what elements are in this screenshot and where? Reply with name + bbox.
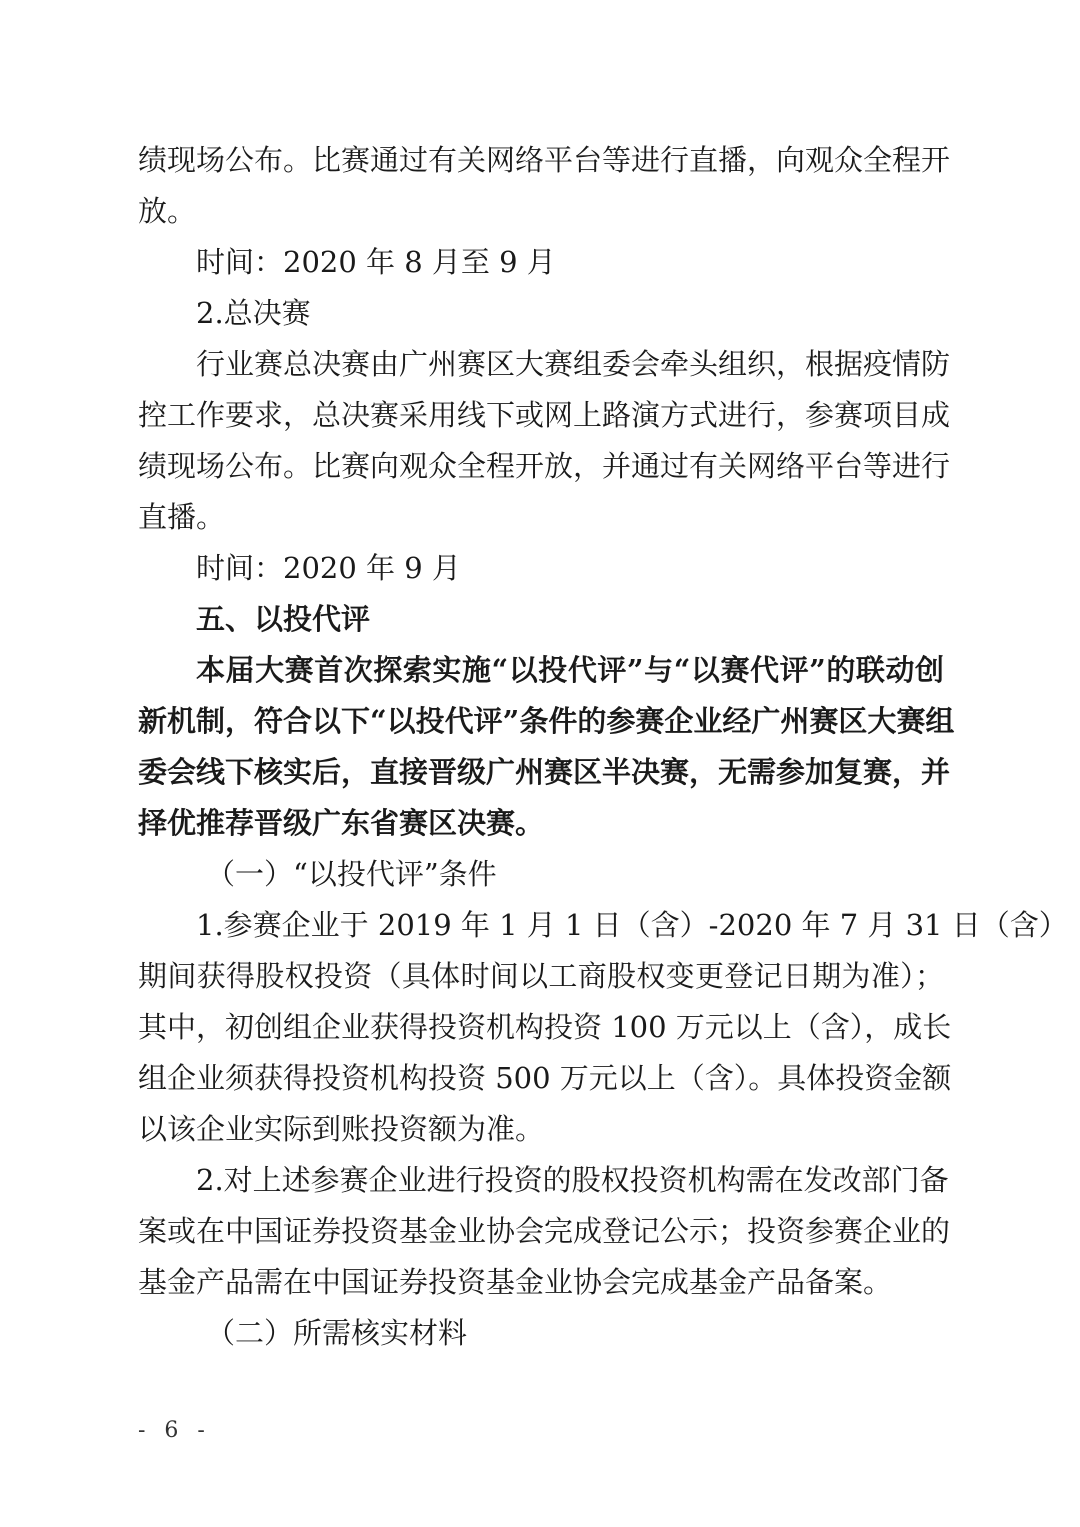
text-line: （一）“以投代评”条件: [206, 857, 497, 891]
text-line: 案或在中国证券投资基金业协会完成登记公示；投资参赛企业的: [138, 1214, 951, 1248]
text-line: 绩现场公布。比赛通过有关网络平台等进行直播，向观众全程开: [138, 143, 951, 177]
text-line: 绩现场公布。比赛向观众全程开放，并通过有关网络平台等进行: [138, 449, 951, 483]
document-body: [138, 135, 1068, 1359]
text-line: 择优推荐晋级广东省赛区决赛。: [138, 806, 545, 840]
paragraph: [138, 288, 944, 339]
text-line: 时间：2020 年 8 月至 9 月: [196, 245, 556, 279]
text-line: 新机制，符合以下“以投代评”条件的参赛企业经广州赛区大赛组: [138, 704, 955, 738]
paragraph: [138, 594, 944, 645]
text-line: 委会线下核实后，直接晋级广州赛区半决赛，无需参加复赛，并: [138, 755, 951, 789]
text-line: 以该企业实际到账投资额为准。: [138, 1112, 545, 1146]
text-line: 五、以投代评: [196, 602, 371, 636]
text-line: 2.总决赛: [196, 296, 311, 330]
paragraph: [138, 237, 944, 288]
text-line: 其中，初创组企业获得投资机构投资 100 万元以上（含），成长: [138, 1010, 952, 1044]
text-line: 放。: [138, 194, 197, 228]
text-line: （二）所需核实材料: [206, 1316, 468, 1350]
paragraph: [138, 645, 955, 849]
text-line: 时间：2020 年 9 月: [196, 551, 461, 585]
page-number: - 6 -: [138, 1418, 211, 1443]
paragraph: [138, 900, 1068, 1155]
paragraph: [138, 543, 944, 594]
section-heading: [138, 1308, 944, 1359]
section-heading: [138, 849, 944, 900]
text-line: 2.对上述参赛企业进行投资的股权投资机构需在发改部门备: [196, 1163, 949, 1197]
text-line: 直播。: [138, 500, 226, 534]
paragraph: [138, 135, 951, 237]
text-line: 基金产品需在中国证券投资基金业协会完成基金产品备案。: [138, 1265, 893, 1299]
text-line: 1.参赛企业于 2019 年 1 月 1 日（含）-2020 年 7 月 31 日（含）: [196, 908, 1068, 942]
text-line: 期间获得股权投资（具体时间以工商股权变更登记日期为准）；: [138, 959, 944, 993]
text-line: 本届大赛首次探索实施“以投代评”与“以赛代评”的联动创: [196, 653, 944, 687]
paragraph: [138, 339, 951, 543]
text-line: 行业赛总决赛由广州赛区大赛组委会牵头组织，根据疫情防: [196, 347, 951, 381]
text-line: 控工作要求，总决赛采用线下或网上路演方式进行，参赛项目成: [138, 398, 951, 432]
text-line: 组企业须获得投资机构投资 500 万元以上（含）。具体投资金额: [138, 1061, 952, 1095]
paragraph: [138, 1155, 951, 1308]
